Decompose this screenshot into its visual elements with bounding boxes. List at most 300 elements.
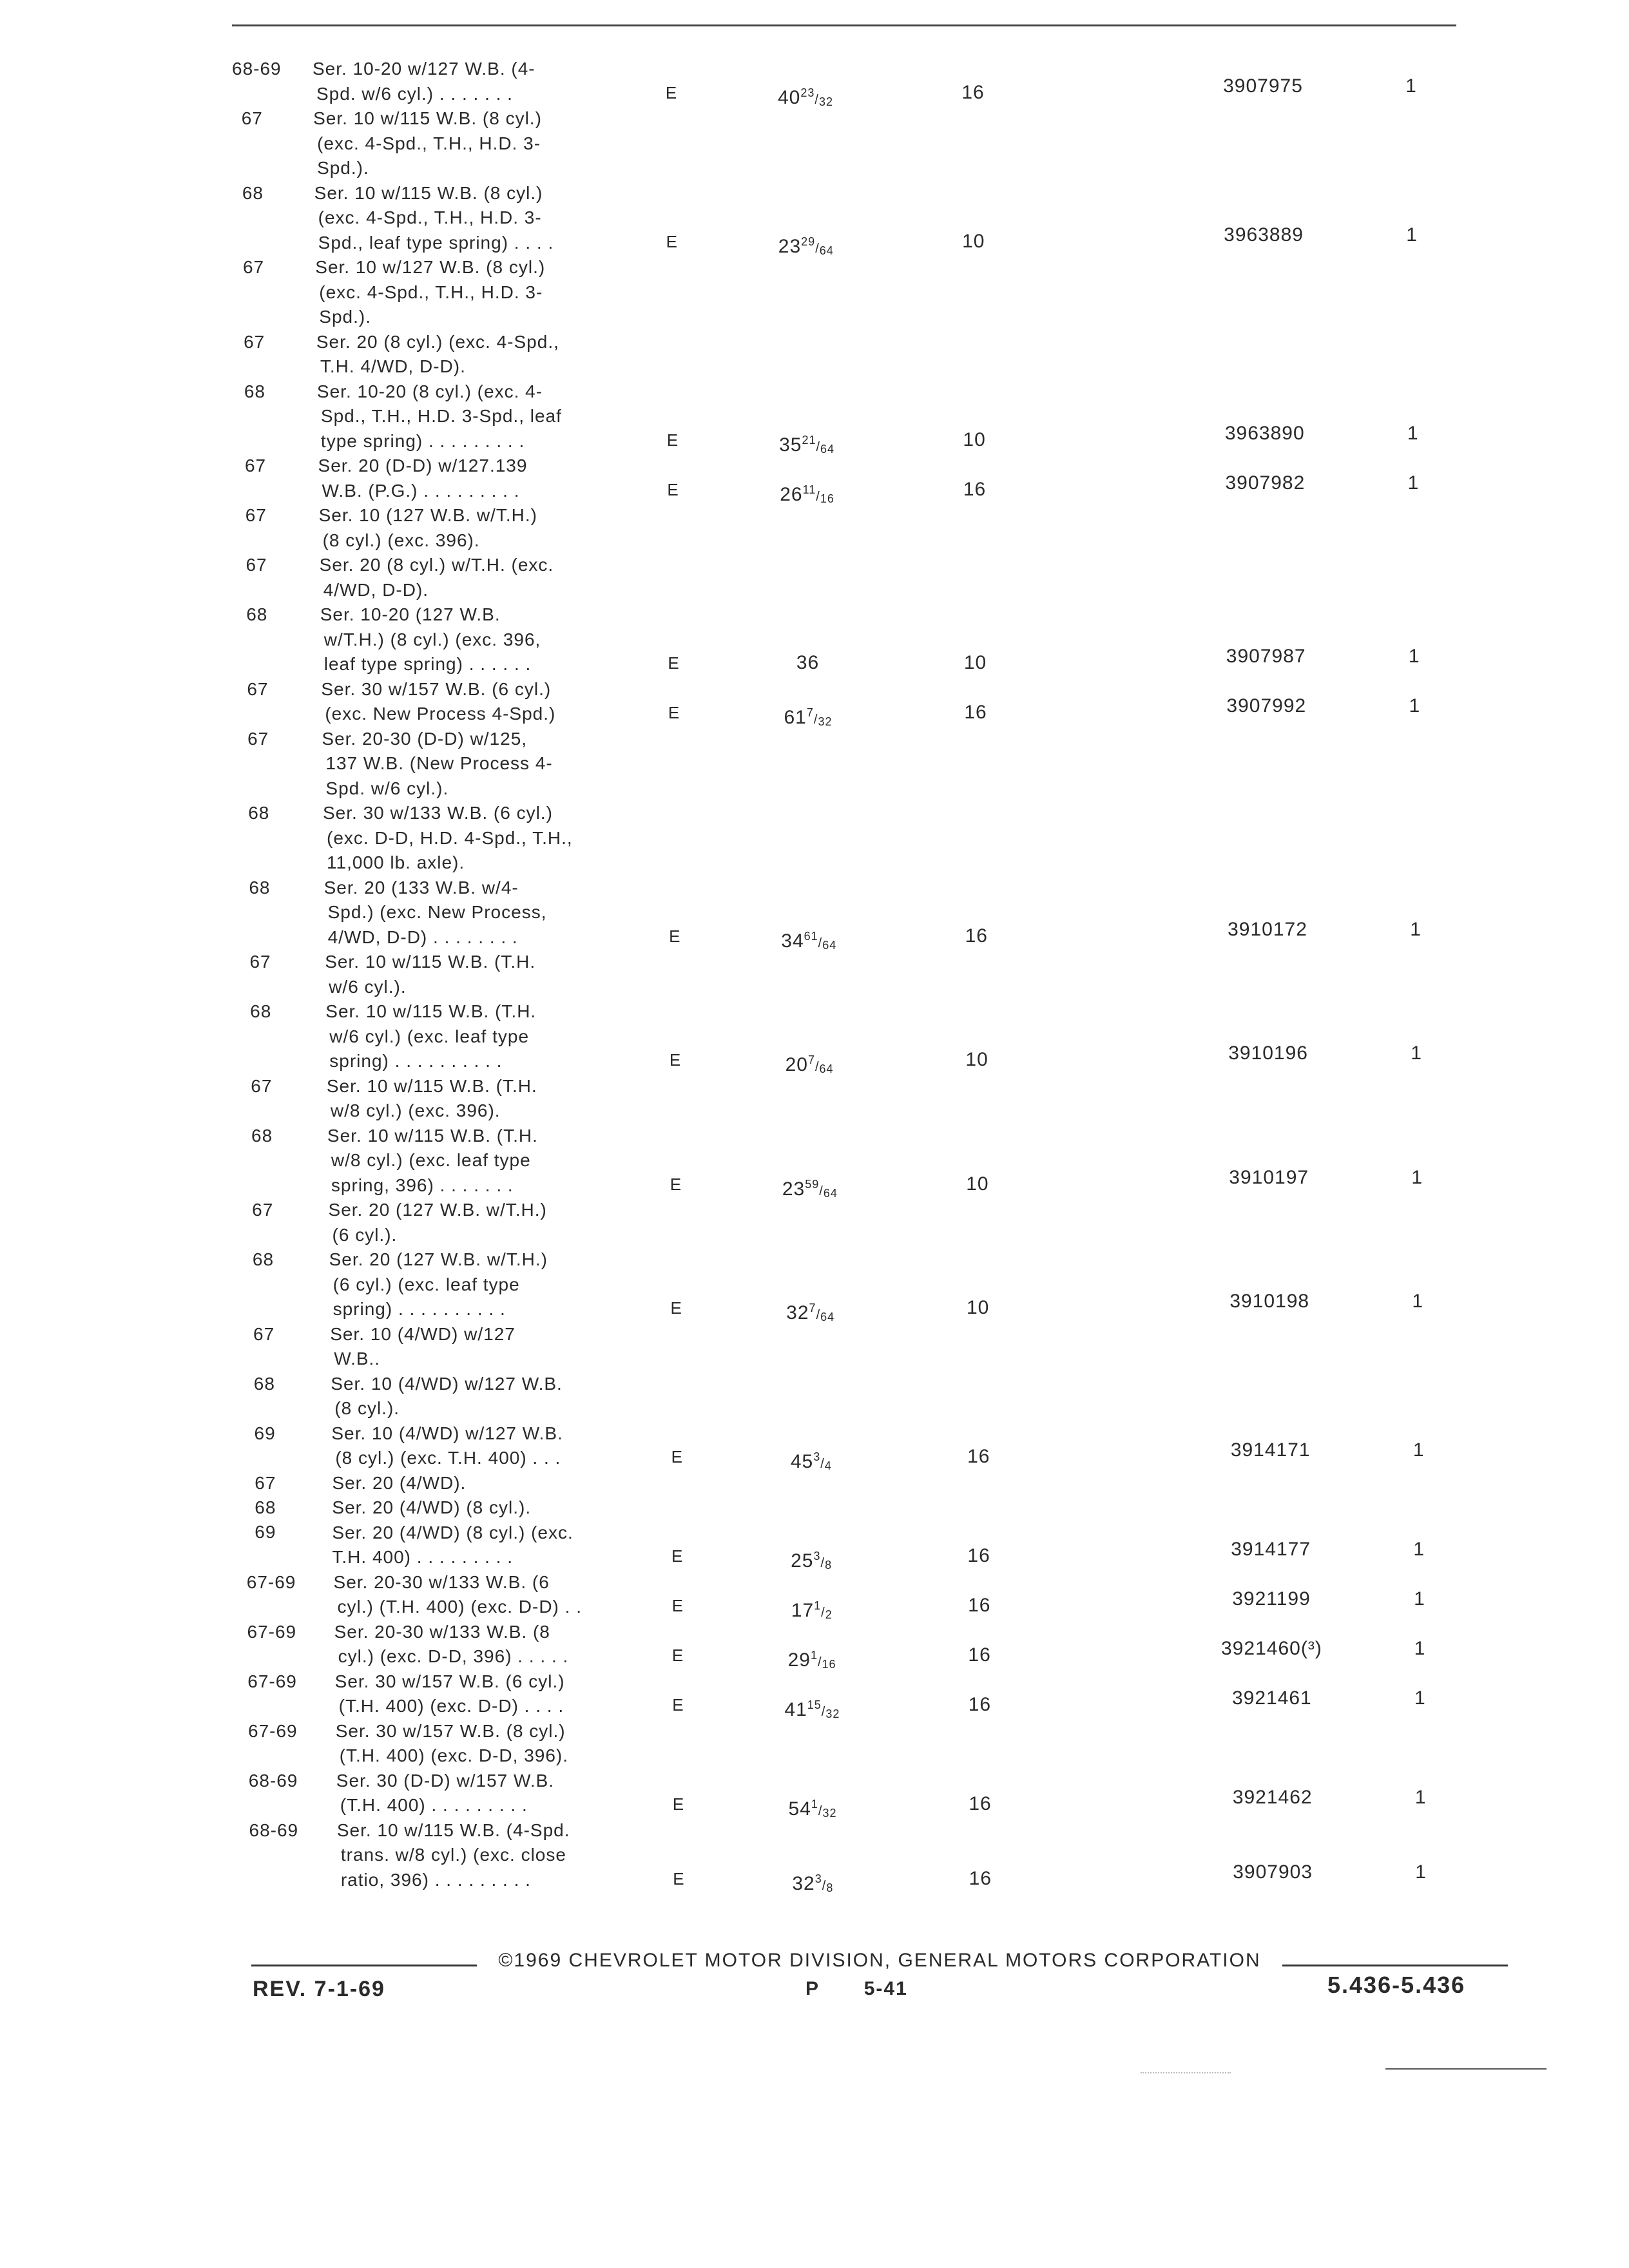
length-whole: 45 bbox=[790, 1451, 814, 1472]
series-code: E bbox=[667, 479, 679, 499]
description-line: Ser. 20 (4/WD) (8 cyl.) (exc. bbox=[332, 1522, 574, 1542]
tube-gauge: 10 bbox=[966, 1297, 990, 1318]
application-description bbox=[329, 1198, 638, 1247]
fraction-slash: / bbox=[816, 489, 820, 504]
model-years bbox=[242, 1074, 332, 1099]
series-code: E bbox=[666, 430, 679, 450]
description-line: Ser. 10 (4/WD) w/127 W.B. bbox=[331, 1423, 563, 1443]
length-fraction-numerator: 29 bbox=[801, 235, 816, 248]
length-whole: 36 bbox=[796, 652, 820, 673]
description-line: Ser. 10 w/115 W.B. (T.H. bbox=[325, 1001, 537, 1021]
description-line: (T.H. 400) (exc. D-D, 396). bbox=[339, 1745, 569, 1765]
length-whole: 61 bbox=[784, 707, 807, 728]
model-years bbox=[235, 330, 325, 354]
description-line: W.B. (P.G.) . . . . . . . . . bbox=[322, 480, 520, 501]
length-fraction-denominator: 32 bbox=[818, 715, 833, 728]
shaft-length bbox=[748, 1792, 877, 1825]
description-line: Ser. 20 (127 W.B. w/T.H.) bbox=[329, 1249, 548, 1269]
application-description bbox=[332, 1471, 641, 1570]
model-year: 67 bbox=[246, 555, 267, 575]
series-code: E bbox=[671, 1546, 684, 1566]
series-code: E bbox=[669, 926, 681, 946]
description-line: (exc. 4-Spd., T.H., H.D. 3- bbox=[317, 133, 541, 153]
description-line: spring, 396) . . . . . . . bbox=[331, 1175, 514, 1195]
shaft-length bbox=[748, 1867, 877, 1900]
description-line: Ser. 30 w/133 W.B. (6 cyl.) bbox=[323, 803, 553, 823]
tube-gauge: 10 bbox=[963, 428, 986, 450]
fraction-slash: / bbox=[815, 92, 819, 107]
application-description bbox=[320, 602, 630, 677]
application-description bbox=[315, 255, 624, 330]
description-line: Spd., leaf type spring) . . . . bbox=[318, 232, 554, 253]
quantity: 1 bbox=[1411, 1166, 1423, 1188]
model-year: 67 bbox=[252, 1200, 274, 1220]
fraction-slash: / bbox=[816, 439, 821, 454]
length-fraction-numerator: 1 bbox=[811, 1798, 818, 1811]
application-description bbox=[313, 106, 622, 181]
copyright-left-rule bbox=[251, 1965, 477, 1966]
application-description bbox=[322, 727, 631, 802]
tube-gauge: 16 bbox=[965, 925, 988, 947]
model-year: 67 bbox=[242, 257, 265, 277]
model-years bbox=[248, 1719, 338, 1744]
description-line: Spd.). bbox=[317, 158, 369, 178]
application-description bbox=[314, 181, 624, 256]
length-fraction-denominator: 8 bbox=[825, 1559, 833, 1571]
series-code: E bbox=[671, 1447, 683, 1466]
shaft-length bbox=[745, 1048, 874, 1081]
description-line: Ser. 20-30 w/133 W.B. (6 bbox=[333, 1571, 550, 1592]
shaft-length bbox=[744, 924, 873, 957]
application-description bbox=[313, 57, 622, 106]
application-description bbox=[317, 380, 626, 454]
description-line: Spd., T.H., H.D. 3-Spd., leaf bbox=[320, 406, 562, 426]
description-line: Ser. 10 w/115 W.B. (4-Spd. bbox=[336, 1820, 570, 1840]
revision-date: REV. 7-1-69 bbox=[253, 1977, 385, 2001]
model-year: 69 bbox=[255, 1521, 276, 1542]
fraction-slash: / bbox=[817, 1655, 822, 1669]
model-year: 68 bbox=[244, 381, 265, 401]
series-code: E bbox=[666, 231, 678, 251]
application-description bbox=[334, 1620, 644, 1669]
model-years bbox=[233, 181, 323, 206]
part-number: 3963890 bbox=[1224, 422, 1305, 444]
model-year: 68 bbox=[253, 1373, 275, 1394]
description-line: (6 cyl.) (exc. leaf type bbox=[333, 1274, 520, 1294]
description-line: Ser. 20 (4/WD) (8 cyl.). bbox=[332, 1497, 532, 1517]
description-line: 137 W.B. (New Process 4- bbox=[325, 753, 553, 773]
part-number: 3907975 bbox=[1223, 75, 1303, 97]
application-description bbox=[327, 1074, 636, 1124]
part-number: 3921199 bbox=[1232, 1588, 1311, 1610]
description-line: Ser. 20 (4/WD). bbox=[332, 1472, 467, 1493]
quantity: 1 bbox=[1414, 1638, 1426, 1659]
model-year: 67 bbox=[255, 1472, 276, 1493]
length-fraction-numerator: 15 bbox=[807, 1698, 822, 1711]
description-line: cyl.) (exc. D-D, 396) . . . . . bbox=[338, 1646, 569, 1666]
length-fraction-numerator: 7 bbox=[807, 1053, 815, 1066]
part-number: 3907903 bbox=[1233, 1861, 1313, 1883]
description-line: Ser. 30 w/157 W.B. (6 cyl.) bbox=[334, 1671, 565, 1691]
model-years bbox=[249, 1818, 340, 1843]
length-whole: 23 bbox=[778, 235, 802, 257]
length-fraction-numerator: 1 bbox=[810, 1649, 818, 1662]
shaft-length bbox=[742, 229, 871, 263]
length-fraction-numerator: 59 bbox=[805, 1177, 820, 1191]
application-description bbox=[316, 330, 626, 380]
model-year: 67 bbox=[251, 1075, 273, 1096]
description-line: T.H. 400) . . . . . . . . . bbox=[332, 1547, 514, 1567]
description-line: Ser. 20-30 w/133 W.B. (8 bbox=[334, 1621, 550, 1642]
shaft-length bbox=[744, 700, 872, 734]
series-code: E bbox=[672, 1695, 684, 1715]
application-description bbox=[335, 1669, 644, 1719]
model-years bbox=[236, 454, 326, 478]
part-number: 3907987 bbox=[1226, 646, 1306, 667]
description-line: Ser. 20 (D-D) w/127.139 bbox=[318, 456, 528, 476]
tube-gauge: 16 bbox=[968, 1694, 992, 1715]
fraction-slash: / bbox=[815, 1060, 820, 1074]
series-code: E bbox=[668, 653, 680, 673]
part-number: 3921460(³) bbox=[1221, 1638, 1322, 1659]
description-line: cyl.) (T.H. 400) (exc. D-D) . . bbox=[337, 1597, 582, 1617]
tube-gauge: 10 bbox=[962, 230, 985, 252]
tube-gauge: 16 bbox=[963, 478, 987, 500]
description-line: (8 cyl.) (exc. 396). bbox=[322, 530, 480, 550]
model-year: 67 bbox=[247, 678, 269, 699]
description-line: leaf type spring) . . . . . . bbox=[323, 654, 532, 674]
quantity: 1 bbox=[1408, 646, 1420, 667]
application-description bbox=[337, 1818, 646, 1893]
model-years bbox=[242, 1124, 333, 1148]
model-years bbox=[240, 876, 330, 900]
scan-dots bbox=[1141, 2072, 1231, 2074]
description-line: Ser. 10 w/115 W.B. (8 cyl.) bbox=[314, 182, 543, 203]
scan-mark bbox=[1385, 2068, 1547, 2070]
shaft-length bbox=[747, 1445, 876, 1478]
description-line: Ser. 10 w/115 W.B. (T.H. bbox=[327, 1125, 538, 1146]
application-description bbox=[329, 1247, 639, 1322]
quantity: 1 bbox=[1412, 1291, 1424, 1312]
description-line: Ser. 20 (127 W.B. w/T.H.) bbox=[328, 1200, 547, 1220]
model-years bbox=[246, 1471, 336, 1544]
application-description bbox=[336, 1769, 646, 1818]
length-whole: 32 bbox=[786, 1302, 809, 1323]
length-fraction-numerator: 1 bbox=[814, 1599, 822, 1612]
length-whole: 26 bbox=[780, 483, 803, 505]
description-line: (T.H. 400) (exc. D-D) . . . . bbox=[338, 1696, 564, 1716]
description-line: Ser. 10-20 w/127 W.B. (4- bbox=[313, 59, 535, 79]
description-line: Ser. 30 w/157 W.B. (8 cyl.) bbox=[335, 1720, 566, 1741]
fraction-slash: / bbox=[813, 713, 818, 727]
model-years bbox=[238, 727, 329, 751]
model-years bbox=[247, 1570, 337, 1595]
tube-gauge: 16 bbox=[969, 1867, 992, 1889]
model-years bbox=[247, 1669, 338, 1694]
description-line: T.H. 4/WD, D-D). bbox=[320, 356, 466, 376]
length-fraction-numerator: 3 bbox=[815, 1872, 822, 1885]
series-code: E bbox=[673, 1869, 685, 1888]
quantity: 1 bbox=[1412, 1439, 1425, 1461]
model-year: 68 bbox=[251, 1125, 273, 1146]
length-whole: 41 bbox=[784, 1699, 807, 1720]
model-year: 67-69 bbox=[247, 1621, 297, 1642]
model-year: 68 bbox=[249, 877, 271, 898]
application-description bbox=[331, 1421, 641, 1471]
description-line: Ser. 10 w/115 W.B. (T.H. bbox=[325, 952, 536, 972]
application-description bbox=[336, 1719, 645, 1769]
description-line: Ser. 20-30 (D-D) w/125, bbox=[322, 728, 528, 749]
description-line: Ser. 10 (4/WD) w/127 W.B. bbox=[331, 1373, 563, 1394]
part-number: 3910198 bbox=[1229, 1291, 1310, 1312]
page-reference bbox=[805, 1978, 908, 2000]
description-line: (exc. New Process 4-Spd.) bbox=[325, 704, 556, 724]
description-line: w/6 cyl.) (exc. leaf type bbox=[329, 1026, 530, 1046]
description-line: 11,000 lb. axle). bbox=[327, 852, 465, 872]
fraction-slash: / bbox=[815, 241, 820, 256]
model-years bbox=[239, 801, 329, 825]
shaft-length bbox=[747, 1544, 876, 1577]
length-fraction-denominator: 16 bbox=[822, 1658, 836, 1671]
length-fraction-denominator: 8 bbox=[826, 1881, 834, 1894]
tube-gauge: 16 bbox=[967, 1545, 990, 1566]
length-whole: 17 bbox=[791, 1600, 815, 1621]
description-line: Spd.) (exc. New Process, bbox=[327, 902, 547, 922]
model-years bbox=[235, 380, 325, 404]
quantity: 1 bbox=[1407, 472, 1420, 494]
fraction-slash: / bbox=[819, 1184, 824, 1198]
application-description bbox=[331, 1372, 640, 1421]
model-years bbox=[236, 553, 327, 577]
application-description bbox=[318, 454, 628, 503]
model-years bbox=[247, 1620, 338, 1644]
tube-gauge: 10 bbox=[963, 652, 987, 673]
model-years bbox=[244, 1322, 334, 1347]
fraction-slash: / bbox=[818, 936, 823, 950]
quantity: 1 bbox=[1410, 918, 1422, 940]
quantity: 1 bbox=[1405, 75, 1417, 97]
fraction-slash: / bbox=[820, 1457, 825, 1471]
quantity: 1 bbox=[1406, 224, 1418, 245]
model-year: 68 bbox=[252, 1249, 275, 1269]
tube-gauge: 10 bbox=[965, 1049, 988, 1070]
description-line: w/8 cyl.) (exc. 396). bbox=[330, 1100, 501, 1120]
application-description bbox=[320, 553, 629, 602]
length-fraction-denominator: 2 bbox=[825, 1608, 833, 1621]
length-fraction-numerator: 3 bbox=[813, 1450, 821, 1463]
length-whole: 35 bbox=[779, 434, 802, 456]
model-years bbox=[233, 106, 323, 131]
fraction-slash: / bbox=[822, 1878, 827, 1893]
series-code: E bbox=[665, 82, 678, 102]
description-line: (exc. D-D, H.D. 4-Spd., T.H., bbox=[327, 827, 573, 848]
shaft-length bbox=[747, 1593, 876, 1627]
description-line: Ser. 30 w/157 W.B. (6 cyl.) bbox=[321, 678, 552, 699]
tube-gauge: 16 bbox=[967, 1446, 990, 1467]
description-line: Spd.). bbox=[319, 307, 371, 327]
fraction-slash: / bbox=[820, 1556, 825, 1570]
series-code: E bbox=[670, 1298, 682, 1318]
quantity: 1 bbox=[1415, 1861, 1427, 1883]
fraction-slash: / bbox=[818, 1804, 823, 1818]
length-fraction-denominator: 32 bbox=[822, 1807, 837, 1820]
description-line: trans. w/8 cyl.) (exc. close bbox=[340, 1845, 566, 1865]
page-letter: P bbox=[805, 1978, 820, 1999]
description-line: Ser. 10 w/127 W.B. (8 cyl.) bbox=[315, 257, 546, 277]
description-line: Spd. w/6 cyl.). bbox=[325, 778, 449, 798]
description-line: spring) . . . . . . . . . . bbox=[333, 1299, 506, 1319]
description-line: Ser. 30 (D-D) w/157 W.B. bbox=[336, 1770, 555, 1791]
application-description bbox=[330, 1322, 639, 1372]
series-code: E bbox=[669, 1050, 682, 1070]
length-fraction-denominator: 16 bbox=[820, 492, 834, 505]
length-fraction-numerator: 11 bbox=[802, 483, 816, 496]
length-fraction-denominator: 64 bbox=[820, 1311, 835, 1323]
description-line: Ser. 10 (4/WD) w/127 bbox=[330, 1323, 516, 1344]
length-fraction-denominator: 64 bbox=[819, 1062, 834, 1075]
copyright-text: ©1969 CHEVROLET MOTOR DIVISION, GENERAL MOTORS CORPORATION bbox=[498, 1950, 1261, 1971]
part-number: 3910196 bbox=[1228, 1043, 1308, 1064]
tube-gauge: 16 bbox=[968, 1644, 991, 1666]
model-year: 67 bbox=[241, 108, 263, 128]
model-year: 67 bbox=[247, 728, 269, 749]
shaft-length bbox=[746, 1172, 874, 1206]
tube-gauge: 16 bbox=[968, 1595, 991, 1616]
length-whole: 20 bbox=[785, 1054, 808, 1075]
length-whole: 25 bbox=[791, 1550, 814, 1571]
length-fraction-denominator: 64 bbox=[823, 1186, 838, 1200]
length-fraction-numerator: 23 bbox=[800, 86, 815, 99]
shaft-length bbox=[746, 1296, 875, 1329]
section-number: 5.436-5.436 bbox=[1327, 1972, 1466, 1998]
part-number: 3910197 bbox=[1229, 1166, 1309, 1188]
length-fraction-numerator: 7 bbox=[806, 706, 814, 719]
model-years bbox=[249, 1769, 339, 1793]
tube-gauge: 16 bbox=[964, 702, 987, 723]
model-year: 67-69 bbox=[246, 1571, 296, 1592]
series-code: E bbox=[671, 1646, 684, 1665]
model-year: 67 bbox=[249, 952, 271, 972]
length-fraction-denominator: 32 bbox=[818, 95, 833, 108]
shaft-length bbox=[747, 1643, 876, 1677]
description-line: (exc. 4-Spd., T.H., H.D. 3- bbox=[318, 207, 542, 227]
model-year: 68-69 bbox=[249, 1820, 299, 1840]
model-year: 67-69 bbox=[247, 1671, 297, 1691]
length-fraction-numerator: 3 bbox=[813, 1550, 821, 1562]
part-number: 3907992 bbox=[1226, 695, 1307, 716]
part-number: 3921462 bbox=[1232, 1787, 1313, 1808]
length-fraction-denominator: 32 bbox=[825, 1707, 840, 1720]
fraction-slash: / bbox=[821, 1705, 826, 1719]
description-line: w/T.H.) (8 cyl.) (exc. 396, bbox=[323, 629, 541, 649]
description-line: Ser. 10-20 (8 cyl.) (exc. 4- bbox=[316, 381, 543, 401]
series-code: E bbox=[670, 1174, 682, 1194]
model-years bbox=[241, 999, 331, 1024]
description-line: w/6 cyl.). bbox=[329, 976, 407, 997]
model-year: 67 bbox=[244, 456, 267, 476]
model-year: 68 bbox=[255, 1497, 276, 1517]
model-year: 67 bbox=[244, 331, 265, 352]
part-number: 3910172 bbox=[1228, 918, 1307, 940]
model-year: 68-69 bbox=[248, 1770, 298, 1791]
application-description bbox=[323, 801, 632, 876]
length-fraction-numerator: 7 bbox=[809, 1302, 816, 1314]
length-whole: 34 bbox=[781, 930, 804, 952]
quantity: 1 bbox=[1407, 422, 1419, 444]
series-code: E bbox=[668, 703, 680, 722]
length-fraction-denominator: 64 bbox=[822, 938, 837, 952]
description-line: type spring) . . . . . . . . . bbox=[320, 430, 525, 451]
shaft-length bbox=[743, 477, 872, 511]
length-fraction-denominator: 64 bbox=[820, 442, 835, 456]
description-line: 4/WD, D-D). bbox=[323, 579, 429, 600]
model-year: 68 bbox=[250, 1001, 272, 1021]
page-ref-number: 5-41 bbox=[863, 1978, 908, 1999]
model-year: 67 bbox=[245, 505, 267, 525]
quantity: 1 bbox=[1414, 1687, 1426, 1709]
length-whole: 40 bbox=[778, 86, 801, 108]
description-line: ratio, 396) . . . . . . . . . bbox=[340, 1869, 531, 1890]
application-description bbox=[321, 677, 630, 727]
copyright-right-rule bbox=[1282, 1965, 1508, 1966]
model-years bbox=[234, 255, 324, 280]
model-years bbox=[244, 1247, 334, 1272]
application-description bbox=[334, 1570, 643, 1620]
shaft-length bbox=[747, 1693, 876, 1726]
series-code: E bbox=[671, 1596, 684, 1615]
shaft-length bbox=[744, 651, 872, 675]
series-code: E bbox=[672, 1794, 685, 1814]
fraction-slash: / bbox=[821, 1606, 825, 1620]
quantity: 1 bbox=[1413, 1539, 1425, 1560]
model-years bbox=[236, 503, 327, 528]
quantity: 1 bbox=[1409, 695, 1421, 716]
model-years bbox=[237, 602, 327, 627]
shaft-length bbox=[741, 81, 870, 114]
model-year: 68 bbox=[248, 803, 270, 823]
shaft-length bbox=[742, 428, 871, 461]
fraction-slash: / bbox=[816, 1308, 821, 1322]
model-years bbox=[240, 950, 331, 974]
length-fraction-numerator: 21 bbox=[802, 433, 816, 447]
description-line: spring) . . . . . . . . . . bbox=[329, 1051, 503, 1071]
length-fraction-numerator: 61 bbox=[804, 929, 818, 943]
part-number: 3907982 bbox=[1225, 472, 1306, 494]
tube-gauge: 10 bbox=[966, 1173, 989, 1195]
description-line: Ser. 10-20 (127 W.B. bbox=[320, 604, 501, 624]
description-line: Ser. 20 (133 W.B. w/4- bbox=[323, 877, 519, 898]
model-years bbox=[245, 1372, 335, 1396]
tube-gauge: 16 bbox=[969, 1793, 992, 1814]
application-description bbox=[327, 1124, 637, 1198]
length-fraction-denominator: 64 bbox=[819, 244, 834, 257]
length-whole: 54 bbox=[788, 1798, 811, 1820]
length-fraction-denominator: 4 bbox=[824, 1459, 832, 1472]
description-line: (exc. 4-Spd., T.H., H.D. 3- bbox=[319, 282, 543, 302]
model-year: 69 bbox=[254, 1423, 276, 1443]
model-year: 68 bbox=[242, 182, 264, 203]
quantity: 1 bbox=[1414, 1787, 1427, 1808]
application-description bbox=[319, 503, 628, 553]
description-line: Ser. 20 (8 cyl.) (exc. 4-Spd., bbox=[316, 331, 559, 352]
description-line: W.B.. bbox=[334, 1349, 381, 1369]
quantity: 1 bbox=[1411, 1043, 1422, 1064]
application-description bbox=[325, 950, 634, 999]
description-line: Ser. 10 w/115 W.B. (8 cyl.) bbox=[313, 108, 542, 128]
part-number: 3914177 bbox=[1231, 1539, 1311, 1560]
part-number: 3921461 bbox=[1231, 1687, 1312, 1709]
model-year: 67 bbox=[253, 1323, 275, 1344]
